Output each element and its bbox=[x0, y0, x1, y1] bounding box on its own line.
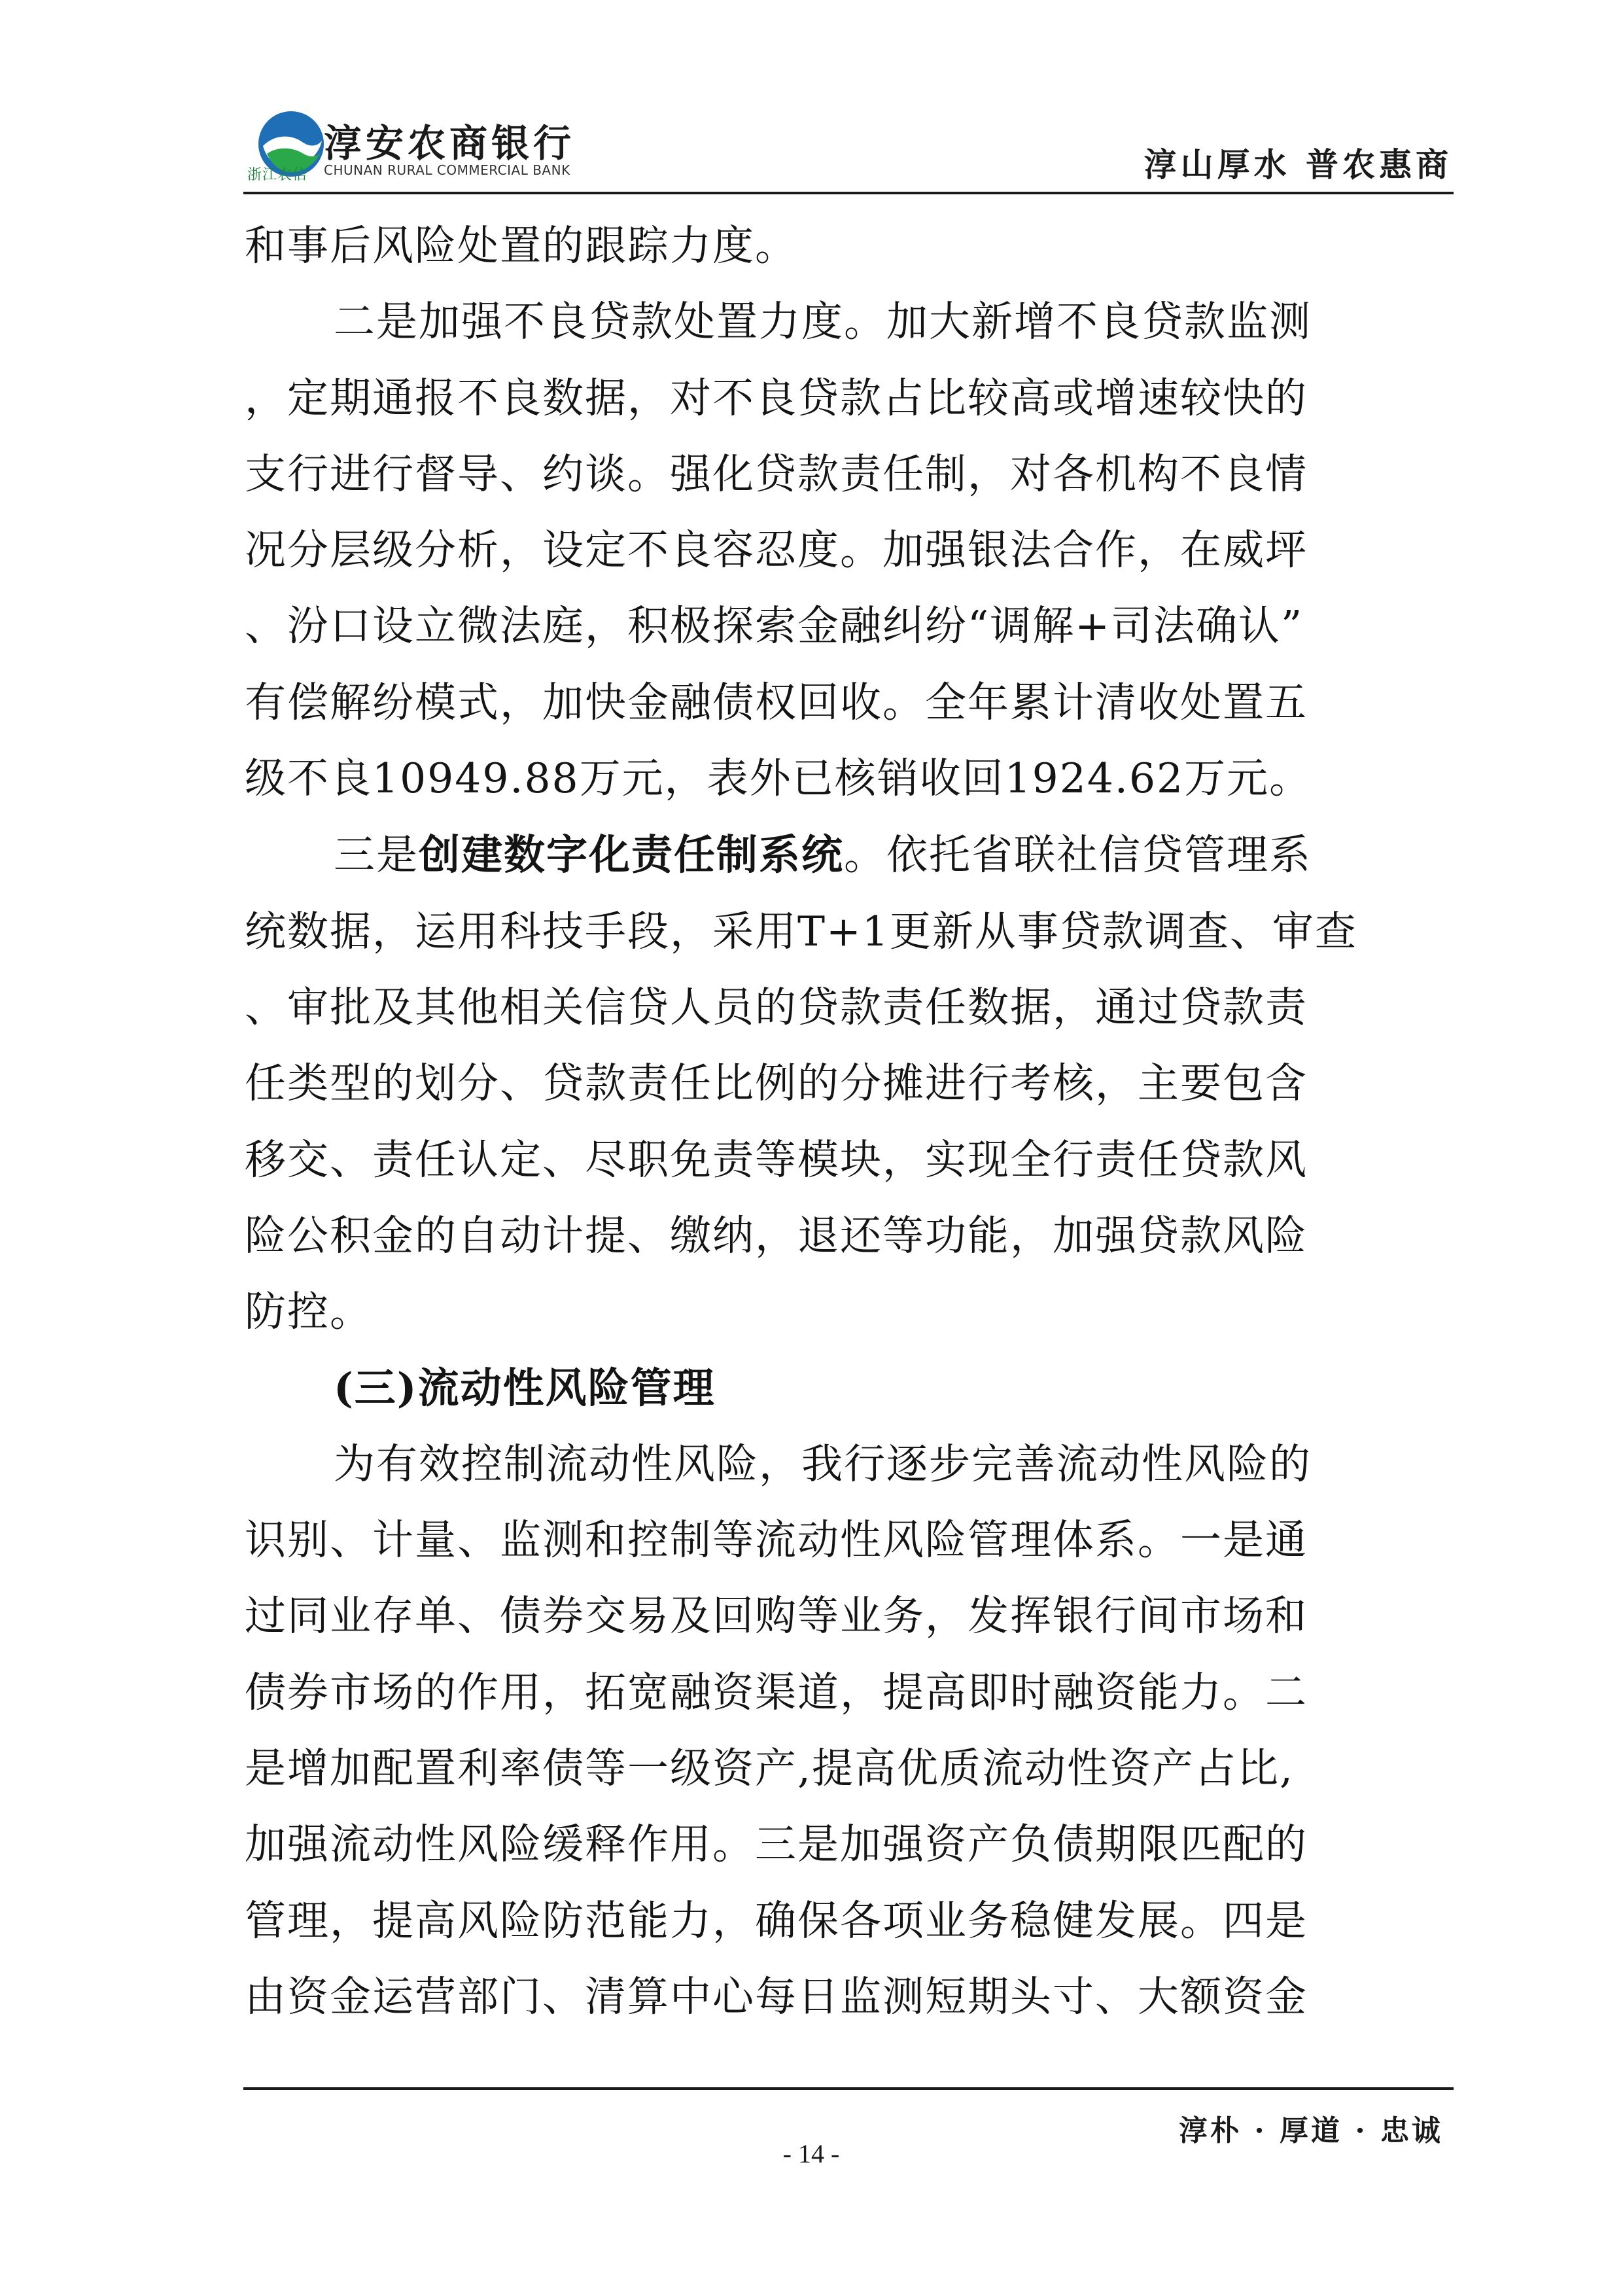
text-line: 识别、计量、监测和控制等流动性风险管理体系。一是通 bbox=[245, 1516, 1308, 1564]
text-line: 防控。 bbox=[245, 1288, 372, 1336]
text-line: 任类型的划分、贷款责任比例的分摊进行考核，主要包含 bbox=[245, 1059, 1308, 1108]
footer-divider bbox=[243, 2087, 1454, 2090]
section-heading: (三)流动性风险管理 bbox=[334, 1364, 716, 1413]
text-line: 有偿解纷模式，加快金融债权回收。全年累计清收处置五 bbox=[245, 678, 1308, 726]
text-line: 加强流动性风险缓释作用。三是加强资产负债期限匹配的 bbox=[245, 1820, 1308, 1869]
text-line: 统数据，运用科技手段，采用T+1更新从事贷款调查、审查 bbox=[245, 907, 1357, 955]
page-body bbox=[245, 208, 1396, 2035]
text-line: 管理，提高风险防范能力，确保各项业务稳健发展。四是 bbox=[245, 1896, 1308, 1945]
text-line: 支行进行督导、约谈。强化贷款责任制，对各机构不良情 bbox=[245, 450, 1308, 498]
text-line: 和事后风险处置的跟踪力度。 bbox=[245, 222, 797, 270]
bold-text: 创建数字化责任制系统 bbox=[419, 830, 844, 879]
text-line: ，定期通报不良数据，对不良贷款占比较高或增速较快的 bbox=[245, 374, 1308, 422]
text-line: 为有效控制流动性风险，我行逐步完善流动性风险的 bbox=[334, 1439, 1312, 1488]
text-line: 移交、责任认定、尽职免责等模块，实现全行责任贷款风 bbox=[245, 1135, 1308, 1184]
text-line: 债券市场的作用，拓宽融资渠道，提高即时融资能力。二 bbox=[245, 1668, 1308, 1716]
logo-subtitle: 浙江农信 bbox=[247, 167, 308, 183]
text-line: 过同业存单、债券交易及回购等业务，发挥银行间市场和 bbox=[245, 1592, 1308, 1640]
header-slogan: 淳山厚水 普农惠商 bbox=[1143, 145, 1452, 184]
bank-name-english: CHUNAN RURAL COMMERCIAL BANK bbox=[324, 162, 570, 178]
paragraph-4 bbox=[245, 1426, 1396, 2035]
page-number: - 14 - bbox=[782, 2139, 840, 2168]
text-line: 况分层级分析，设定不良容忍度。加强银法合作，在威坪 bbox=[245, 526, 1308, 574]
page-header bbox=[242, 98, 1452, 196]
text-line: 险公积金的自动计提、缴纳，退还等功能，加强贷款风险 bbox=[245, 1211, 1308, 1260]
text-line: 、审批及其他相关信贷人员的贷款责任数据，通过贷款责 bbox=[245, 983, 1308, 1031]
text-line: 级不良10949.88万元，表外已核销收回1924.62万元。 bbox=[245, 754, 1312, 803]
text-fragment: 。依托省联社信贷管理系 bbox=[844, 831, 1312, 879]
footer-motto: 淳朴 · 厚道 · 忠诚 bbox=[1179, 2114, 1443, 2147]
text-line: 是增加配置利率债等一级资产,提高优质流动性资产占比, bbox=[245, 1744, 1295, 1792]
paragraph-1 bbox=[245, 208, 1396, 284]
text-line: 由资金运营部门、清算中心每日监测短期头寸、大额资金 bbox=[245, 1972, 1308, 2021]
text-line bbox=[245, 817, 1396, 893]
header-divider bbox=[243, 192, 1454, 194]
text-fragment: 三是 bbox=[334, 831, 419, 879]
text-line: 二是加强不良贷款处置力度。加大新增不良贷款监测 bbox=[334, 298, 1312, 346]
paragraph-3 bbox=[245, 817, 1396, 1350]
paragraph-2 bbox=[245, 284, 1396, 817]
bank-name: 淳安农商银行 bbox=[324, 121, 576, 166]
text-line: 、汾口设立微法庭，积极探索金融纠纷“调解+司法确认” bbox=[245, 602, 1304, 650]
